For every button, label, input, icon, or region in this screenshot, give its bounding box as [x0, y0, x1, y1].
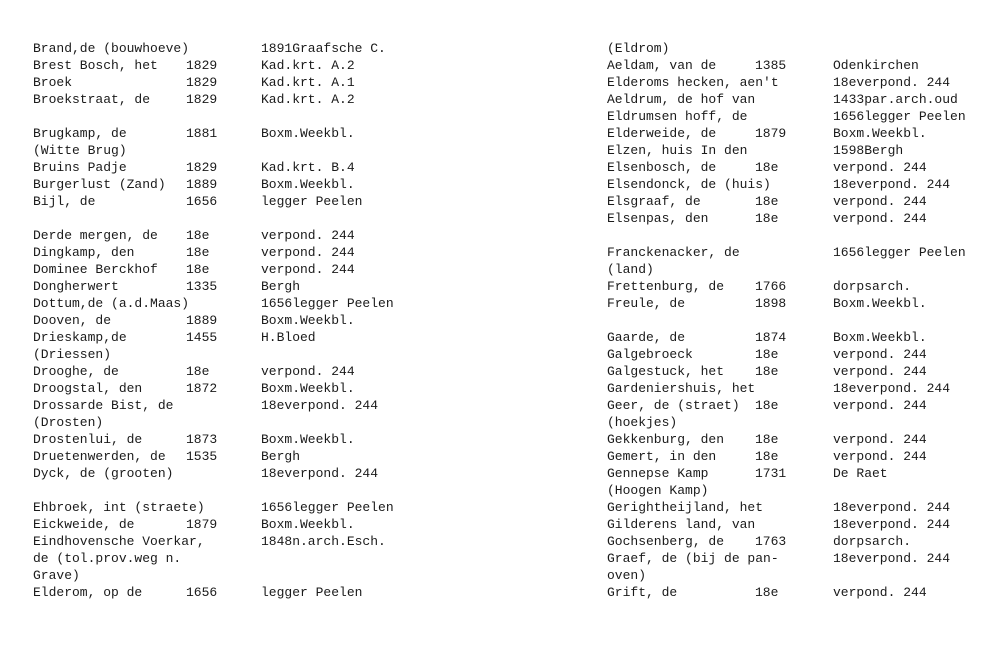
entry-row — [607, 193, 997, 210]
entry-row — [33, 295, 453, 312]
entry-row — [33, 448, 453, 465]
entry-source: 18everpond. 244 — [833, 517, 951, 532]
place-name: Galgebroeck — [607, 347, 693, 362]
entry-row — [33, 261, 453, 278]
entry-source: Boxm.Weekbl. — [261, 126, 355, 141]
place-name: Elsendonck, de (huis) — [607, 177, 771, 192]
entry-source: verpond. 244 — [261, 262, 355, 277]
entry-row — [607, 210, 997, 227]
entry-row — [607, 550, 997, 567]
entry-row — [33, 431, 453, 448]
entry-row — [607, 380, 997, 397]
entry-row — [33, 414, 453, 431]
entry-source: Bergh — [261, 279, 301, 294]
entry-source: 1891Graafsche C. — [261, 41, 386, 56]
entry-row — [607, 91, 997, 108]
place-name: Aeldrum, de hof van — [607, 92, 756, 107]
place-name: (Drosten) — [33, 415, 104, 430]
entry-year: 18e — [186, 364, 210, 379]
entry-year: 1829 — [186, 92, 218, 107]
place-name: Gekkenburg, den — [607, 432, 725, 447]
entry-source: verpond. 244 — [833, 449, 927, 464]
entry-source: Boxm.Weekbl. — [833, 296, 927, 311]
place-name: Dingkamp, den — [33, 245, 135, 260]
entry-source: 1656legger Peelen — [833, 109, 966, 124]
place-name: Dottum,de (a.d.Maas) — [33, 296, 190, 311]
place-name: (hoekjes) — [607, 415, 678, 430]
entry-row — [33, 227, 453, 244]
entry-source: Boxm.Weekbl. — [261, 381, 355, 396]
entry-row — [33, 312, 453, 329]
entry-row — [607, 533, 997, 550]
place-name: Elzen, huis In den — [607, 143, 748, 158]
entry-row — [33, 244, 453, 261]
entry-row — [33, 567, 453, 584]
entry-source: dorpsarch. — [833, 534, 912, 549]
place-name: Brand,de (bouwhoeve) — [33, 41, 190, 56]
entry-year: 18e — [755, 449, 779, 464]
entry-row — [607, 346, 997, 363]
entry-spacer — [33, 210, 453, 227]
entry-row — [33, 91, 453, 108]
entry-source: 18everpond. 244 — [261, 398, 379, 413]
entry-year: 18e — [755, 347, 779, 362]
entry-year: 1881 — [186, 126, 218, 141]
entry-row — [33, 550, 453, 567]
place-name: Franckenacker, de — [607, 245, 740, 260]
place-name: Drostenlui, de — [33, 432, 143, 447]
place-name: Gerightheijland, het — [607, 500, 764, 515]
place-name: Graef, de (bij de pan- — [607, 551, 779, 566]
entry-row — [33, 584, 453, 601]
place-name: Brest Bosch, het — [33, 58, 158, 73]
entry-row — [607, 465, 997, 482]
entry-source: Bergh — [261, 449, 301, 464]
entry-year: 18e — [755, 432, 779, 447]
entry-row — [607, 142, 997, 159]
entry-row — [607, 295, 997, 312]
entry-row — [33, 57, 453, 74]
place-name: Broek — [33, 75, 73, 90]
entry-row — [33, 159, 453, 176]
entry-year: 1889 — [186, 313, 218, 328]
entry-year: 18e — [755, 398, 779, 413]
entry-year: 18e — [755, 211, 779, 226]
place-name: Bruins Padje — [33, 160, 127, 175]
place-name: Elsenpas, den — [607, 211, 709, 226]
place-name: Gardeniershuis, het — [607, 381, 756, 396]
place-name: Freule, de — [607, 296, 686, 311]
entry-source: Boxm.Weekbl. — [833, 126, 927, 141]
entry-row — [607, 278, 997, 295]
place-name: Gemert, in den — [607, 449, 717, 464]
entry-year: 1872 — [186, 381, 218, 396]
place-name: Eickweide, de — [33, 517, 135, 532]
entry-year: 1535 — [186, 449, 218, 464]
place-name: oven) — [607, 568, 647, 583]
entry-spacer — [33, 482, 453, 499]
entry-row — [607, 329, 997, 346]
entry-source: De Raet — [833, 466, 888, 481]
entry-row — [607, 397, 997, 414]
entry-source: Boxm.Weekbl. — [261, 432, 355, 447]
place-name: Elderweide, de — [607, 126, 717, 141]
left-column — [33, 40, 453, 601]
entry-source: Boxm.Weekbl. — [261, 177, 355, 192]
place-name: Eindhovensche Voerkar, — [33, 534, 205, 549]
entry-year: 1656 — [186, 585, 218, 600]
place-name: Drossarde Bist, de — [33, 398, 174, 413]
entry-row — [607, 176, 997, 193]
entry-year: 1873 — [186, 432, 218, 447]
entry-source: dorpsarch. — [833, 279, 912, 294]
entry-year: 1455 — [186, 330, 218, 345]
entry-year: 1889 — [186, 177, 218, 192]
place-name: Dominee Berckhof — [33, 262, 158, 277]
place-name: Grift, de — [607, 585, 678, 600]
entry-source: H.Bloed — [261, 330, 316, 345]
entry-source: 1598Bergh — [833, 143, 904, 158]
entry-year: 18e — [755, 364, 779, 379]
entry-source: 18everpond. 244 — [833, 381, 951, 396]
place-name: Brugkamp, de — [33, 126, 127, 141]
entry-year: 1385 — [755, 58, 787, 73]
entry-row — [33, 499, 453, 516]
entry-row — [607, 516, 997, 533]
entry-source: verpond. 244 — [833, 160, 927, 175]
entry-year: 18e — [186, 245, 210, 260]
place-name: Grave) — [33, 568, 80, 583]
entry-row — [33, 329, 453, 346]
place-name: Elsgraaf, de — [607, 194, 701, 209]
entry-source: 1433par.arch.oud — [833, 92, 958, 107]
place-name: Dyck, de (grooten) — [33, 466, 174, 481]
entry-year: 1879 — [755, 126, 787, 141]
entry-row — [33, 346, 453, 363]
entry-source: verpond. 244 — [833, 432, 927, 447]
entry-row — [607, 125, 997, 142]
entry-source: 18everpond. 244 — [261, 466, 379, 481]
entry-row — [33, 176, 453, 193]
entry-row — [607, 584, 997, 601]
entry-source: 18everpond. 244 — [833, 551, 951, 566]
entry-row — [607, 482, 997, 499]
entry-source: verpond. 244 — [833, 398, 927, 413]
entry-row — [33, 516, 453, 533]
entry-row — [607, 261, 997, 278]
entry-row — [607, 431, 997, 448]
entry-row — [607, 244, 997, 261]
entry-row — [607, 40, 997, 57]
place-name: Derde mergen, de — [33, 228, 158, 243]
entry-row — [33, 74, 453, 91]
entry-source: legger Peelen — [261, 585, 363, 600]
place-name: Dooven, de — [33, 313, 112, 328]
place-name: Frettenburg, de — [607, 279, 725, 294]
entry-row — [607, 363, 997, 380]
entry-source: Kad.krt. B.4 — [261, 160, 355, 175]
entry-source: Boxm.Weekbl. — [261, 517, 355, 532]
entry-row — [607, 159, 997, 176]
entry-row — [33, 40, 453, 57]
place-name: Gaarde, de — [607, 330, 686, 345]
entry-year: 18e — [755, 585, 779, 600]
entry-source: verpond. 244 — [261, 364, 355, 379]
place-name: Eldrumsen hoff, de — [607, 109, 748, 124]
entry-source: legger Peelen — [261, 194, 363, 209]
entry-row — [33, 380, 453, 397]
entry-row — [607, 448, 997, 465]
place-name: Galgestuck, het — [607, 364, 725, 379]
entry-source: Boxm.Weekbl. — [261, 313, 355, 328]
entry-year: 1763 — [755, 534, 787, 549]
entry-year: 1335 — [186, 279, 218, 294]
entry-row — [33, 125, 453, 142]
entry-source: Boxm.Weekbl. — [833, 330, 927, 345]
entry-year: 18e — [186, 228, 210, 243]
place-name: Elderoms hecken, aen't — [607, 75, 779, 90]
entry-year: 18e — [186, 262, 210, 277]
place-name: Aeldam, van de — [607, 58, 717, 73]
entry-source: 1656legger Peelen — [261, 500, 394, 515]
place-name: Drieskamp,de — [33, 330, 127, 345]
place-name: Droogstal, den — [33, 381, 143, 396]
place-name: Burgerlust (Zand) — [33, 177, 166, 192]
place-name: Gochsenberg, de — [607, 534, 725, 549]
entry-source: verpond. 244 — [261, 228, 355, 243]
entry-row — [33, 193, 453, 210]
entry-source: 1848n.arch.Esch. — [261, 534, 386, 549]
place-name: Dongherwert — [33, 279, 119, 294]
entry-spacer — [33, 108, 453, 125]
place-name: Elderom, op de — [33, 585, 143, 600]
entry-row — [33, 533, 453, 550]
entry-year: 1829 — [186, 160, 218, 175]
entry-source: 18everpond. 244 — [833, 75, 951, 90]
entry-year: 1879 — [186, 517, 218, 532]
place-name: (Eldrom) — [607, 41, 670, 56]
entry-source: 1656legger Peelen — [833, 245, 966, 260]
entry-year: 1898 — [755, 296, 787, 311]
entry-year: 1656 — [186, 194, 218, 209]
entry-row — [33, 363, 453, 380]
entry-spacer — [607, 227, 997, 244]
entry-source: verpond. 244 — [833, 585, 927, 600]
entry-source: verpond. 244 — [833, 347, 927, 362]
entry-row — [33, 397, 453, 414]
place-name: Gennepse Kamp — [607, 466, 709, 481]
entry-row — [607, 499, 997, 516]
entry-year: 1874 — [755, 330, 787, 345]
place-name: Drooghe, de — [33, 364, 119, 379]
entry-source: 18everpond. 244 — [833, 177, 951, 192]
entry-row — [33, 278, 453, 295]
place-name: de (tol.prov.weg n. — [33, 551, 182, 566]
entry-source: 18everpond. 244 — [833, 500, 951, 515]
place-name: Broekstraat, de — [33, 92, 151, 107]
place-name: (Driessen) — [33, 347, 112, 362]
entry-source: verpond. 244 — [833, 211, 927, 226]
entry-source: 1656legger Peelen — [261, 296, 394, 311]
place-name: Druetenwerden, de — [33, 449, 166, 464]
place-name: Geer, de (straet) — [607, 398, 740, 413]
entry-spacer — [607, 312, 997, 329]
entry-year: 18e — [755, 160, 779, 175]
place-name: (Witte Brug) — [33, 143, 127, 158]
entry-row — [607, 414, 997, 431]
entry-source: verpond. 244 — [833, 364, 927, 379]
entry-source: verpond. 244 — [261, 245, 355, 260]
place-name: (land) — [607, 262, 654, 277]
entry-year: 1731 — [755, 466, 787, 481]
place-name: Ehbroek, int (straete) — [33, 500, 205, 515]
place-name: Bijl, de — [33, 194, 96, 209]
place-name: (Hoogen Kamp) — [607, 483, 709, 498]
entry-row — [607, 57, 997, 74]
entry-row — [607, 74, 997, 91]
entry-source: Odenkirchen — [833, 58, 919, 73]
place-name: Gilderens land, van — [607, 517, 756, 532]
entry-year: 18e — [755, 194, 779, 209]
entry-year: 1829 — [186, 58, 218, 73]
place-name: Elsenbosch, de — [607, 160, 717, 175]
entry-source: Kad.krt. A.1 — [261, 75, 355, 90]
right-column — [607, 40, 997, 601]
entry-source: verpond. 244 — [833, 194, 927, 209]
entry-row — [33, 142, 453, 159]
entry-row — [607, 567, 997, 584]
entry-source: Kad.krt. A.2 — [261, 92, 355, 107]
entry-source: Kad.krt. A.2 — [261, 58, 355, 73]
entry-row — [607, 108, 997, 125]
entry-year: 1766 — [755, 279, 787, 294]
entry-row — [33, 465, 453, 482]
entry-year: 1829 — [186, 75, 218, 90]
